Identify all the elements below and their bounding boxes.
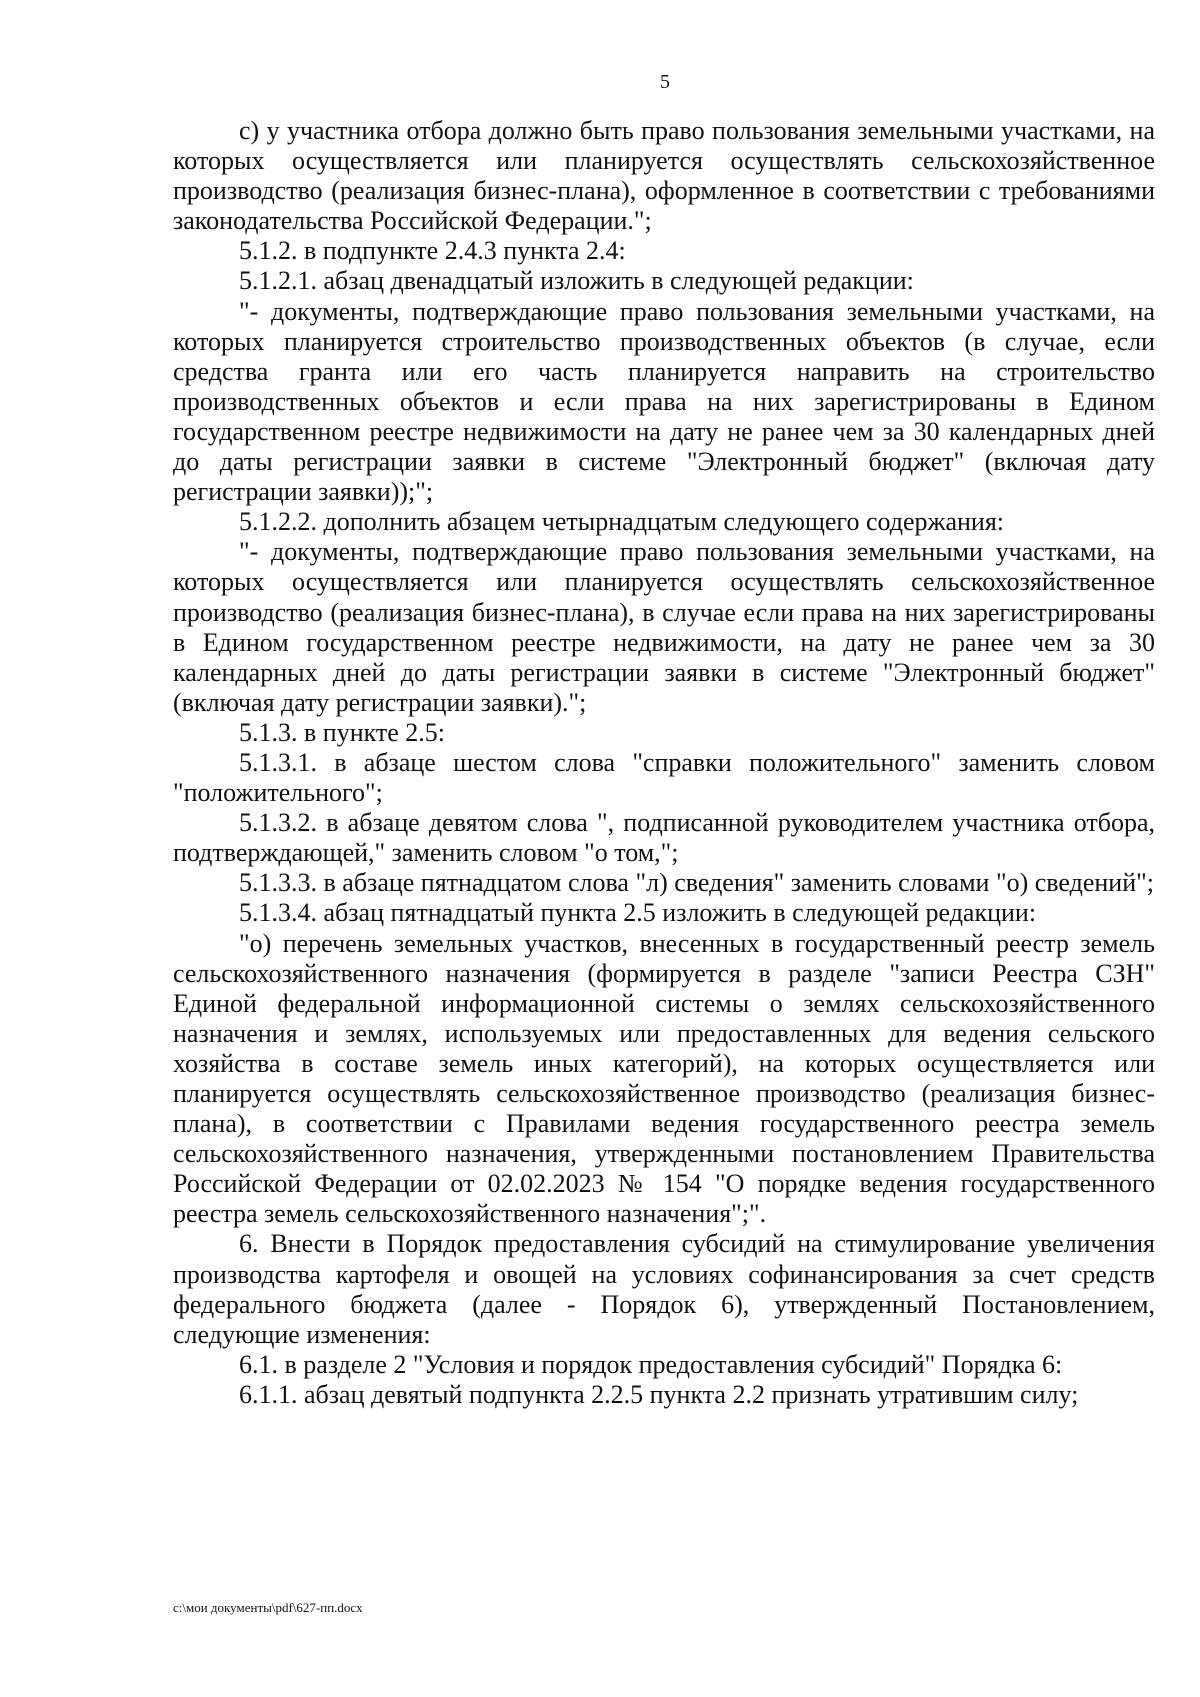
paragraph: с) у участника отбора должно быть право пользования земельными участками, на которых осуществляется или планируется осуществлять сельскохозяйственное производство (реализация бизнес-плана), оформленное в соответствии с требованиями законодательства Российской Федерации.";: [173, 116, 1155, 236]
footer-file-path: c:\мои документы\pdf\627-пп.docx: [173, 1600, 363, 1615]
paragraph: 5.1.3. в пункте 2.5:: [239, 717, 446, 747]
paragraph: 5.1.3.1. в абзаце шестом слова "справки положительного" заменить словом "положительного";: [173, 747, 1155, 808]
document-body: [173, 116, 1155, 1410]
paragraph: 6.1. в разделе 2 "Условия и порядок предоставления субсидий" Порядка 6:: [239, 1349, 1063, 1379]
paragraph: 6. Внести в Порядок предоставления субсидий на стимулирование увеличения производства картофеля и овощей на условиях софинансирования за счет средств федерального бюджета (далее - Порядок 6), утвержденный Постановлением, следующие изменения:: [173, 1229, 1155, 1349]
paragraph: 5.1.2.2. дополнить абзацем четырнадцатым следующего содержания:: [239, 507, 1005, 537]
paragraph: 5.1.3.2. в абзаце девятом слова ", подписанной руководителем участника отбора, подтверждающей," заменить словом "о том,";: [173, 808, 1155, 868]
page-number: 5: [660, 71, 670, 93]
paragraph: 6.1.1. абзац девятый подпункта 2.2.5 пункта 2.2 признать утратившим силу;: [239, 1379, 1079, 1409]
paragraph: "- документы, подтверждающие право пользования земельными участками, на которых планируется строительство производственных объектов (в случае, если средства гранта или его часть планируется направить на строительство производственных объектов и если права на них зарегистрированы в Едином государственном реестре недвижимости на дату не ранее чем за 30 календарных дней до даты регистрации заявки в системе "Электронный бюджет" (включая дату регистрации заявки));";: [173, 296, 1155, 507]
paragraph: "о) перечень земельных участков, внесенных в государственный реестр земель сельскохозяйственного назначения (формируется в разделе "записи Реестра СЗН" Единой федеральной информационной системы о землях сельскохозяйственного назначения и землях, используемых или предоставленных для ведения сельского хозяйства в составе земель иных категорий), на которых осуществляется или планируется осуществлять сельскохозяйственное производство (реализация бизнес-плана), в соответствии с Правилами ведения государственного реестра земель сельскохозяйственного назначения, утвержденными постановлением Правительства Российской Федерации от 02.02.2023 № 154 "О порядке ведения государственного реестра земель сельскохозяйственного назначения";".: [173, 928, 1155, 1229]
paragraph: 5.1.3.3. в абзаце пятнадцатом слова "л) сведения" заменить словами "о) сведений";: [239, 868, 1154, 898]
paragraph: 5.1.2. в подпункте 2.4.3 пункта 2.4:: [239, 236, 626, 266]
paragraph: 5.1.2.1. абзац двенадцатый изложить в следующей редакции:: [239, 266, 914, 296]
paragraph: "- документы, подтверждающие право пользования земельными участками, на которых осуществляется или планируется осуществлять сельскохозяйственное производство (реализация бизнес-плана), в случае если права на них зарегистрированы в Едином государственном реестре недвижимости, на дату не ранее чем за 30 календарных дней до даты регистрации заявки в системе "Электронный бюджет" (включая дату регистрации заявки).";: [173, 537, 1155, 717]
paragraph: 5.1.3.4. абзац пятнадцатый пункта 2.5 изложить в следующей редакции:: [239, 898, 1037, 928]
